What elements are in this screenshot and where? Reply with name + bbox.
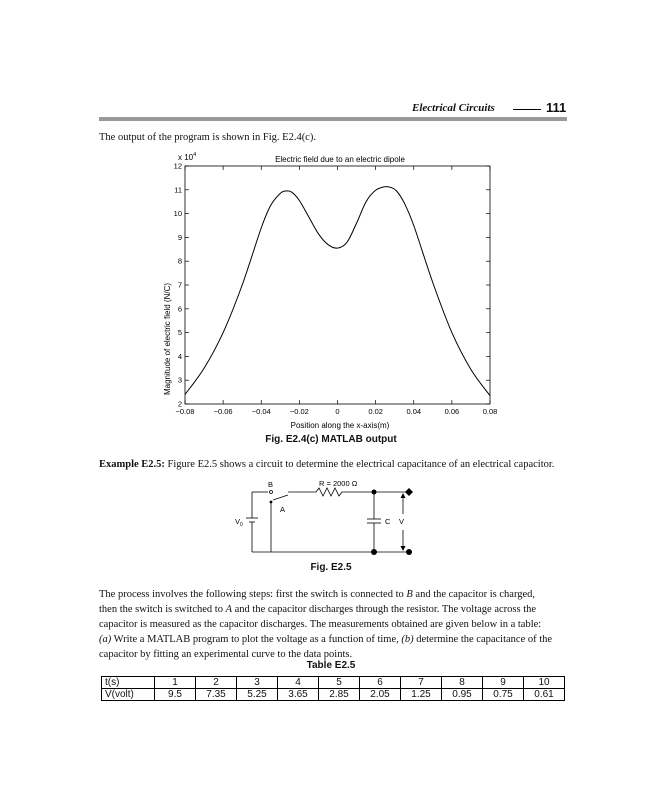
label-v0-sub: 0 xyxy=(240,522,243,528)
procedure-paragraph xyxy=(99,587,567,662)
running-header-title: Electrical Circuits xyxy=(412,102,495,114)
x-tick-label: −0.02 xyxy=(289,407,309,416)
x-tick-label: 0.02 xyxy=(368,407,383,416)
table-cell: 8 xyxy=(442,677,483,689)
switch-blade xyxy=(273,495,288,500)
junction-dot-bottom xyxy=(371,549,377,555)
table-cell: 9 xyxy=(483,677,524,689)
data-table xyxy=(101,676,565,701)
table-cell: 2.85 xyxy=(319,689,360,701)
header-rule xyxy=(99,117,567,121)
table-cell: 0.61 xyxy=(524,689,565,701)
para-line-4: (a) Write a MATLAB program to plot the voltage as a function of time, (b) determine the capacitance of the xyxy=(99,634,553,645)
voltage-arrowhead-up xyxy=(401,493,406,498)
x-axis-label: Position along the x-axis(m) xyxy=(290,421,390,430)
y-tick-label: 9 xyxy=(177,232,182,242)
y-tick-label: 5 xyxy=(177,328,182,338)
table-cell: 5 xyxy=(319,677,360,689)
row-header-time: t(s) xyxy=(102,677,155,689)
table-cell: 10 xyxy=(524,677,565,689)
switch-contact-a xyxy=(270,501,273,504)
y-multiplier-base: x 10 xyxy=(178,153,194,162)
x-tick-label: −0.06 xyxy=(213,407,233,416)
terminal-bottom xyxy=(406,549,412,555)
x-tick-label: 0.08 xyxy=(482,407,498,416)
voltage-arrowhead-down xyxy=(401,546,406,551)
data-line-e-field xyxy=(185,187,490,396)
table-cell: 9.5 xyxy=(155,689,196,701)
running-header-dash xyxy=(513,109,541,110)
y-multiplier xyxy=(178,152,196,162)
x-tick-label: 0 xyxy=(335,407,340,416)
table-cell: 1.25 xyxy=(401,689,442,701)
example-e2-5-text xyxy=(99,459,554,470)
para-line-2: then the switch is switched to A and the capacitor discharges through the resistor. The voltage across the xyxy=(99,604,537,615)
label-c: C xyxy=(385,517,391,526)
terminal-top xyxy=(405,488,413,496)
table-cell: 0.75 xyxy=(483,689,524,701)
switch-contact-b xyxy=(270,491,273,494)
x-tick-label: 0.04 xyxy=(406,407,422,416)
table-title: Table E2.5 xyxy=(306,660,356,671)
junction-dot-top xyxy=(372,490,377,495)
y-tick-label: 3 xyxy=(177,375,182,385)
plot-frame xyxy=(185,166,490,404)
figure-caption-e2-5: Fig. E2.5 xyxy=(310,562,352,573)
label-a: A xyxy=(280,505,286,514)
y-tick-label: 7 xyxy=(177,280,182,290)
label-v: V xyxy=(399,517,405,526)
table-cell: 3 xyxy=(237,677,278,689)
para-line-3: capacitor is measured as the capacitor discharges. The measurements obtained are given below in a table: xyxy=(99,619,542,630)
table-cell: 4 xyxy=(278,677,319,689)
para-line-1: The process involves the following steps: first the switch is connected to B and the capacitor is charged, xyxy=(99,589,536,600)
para-line-5: capacitor by fitting an experimental curve to the data points. xyxy=(99,649,353,660)
intro-text: The output of the program is shown in Fig. E2.4(c). xyxy=(99,132,316,143)
row-header-voltage: V(volt) xyxy=(102,689,155,701)
label-b: B xyxy=(268,480,274,489)
x-tick-label: −0.04 xyxy=(251,407,271,416)
y-tick-label: 8 xyxy=(177,256,182,266)
table-cell: 0.95 xyxy=(442,689,483,701)
y-multiplier-exp: 4 xyxy=(193,152,197,158)
axes xyxy=(174,162,498,417)
circuit-diagram xyxy=(235,478,430,560)
label-v0 xyxy=(235,517,243,528)
table-cell: 2 xyxy=(196,677,237,689)
label-resistor: R = 2000 Ω xyxy=(319,479,358,488)
table-row-voltage xyxy=(102,689,565,701)
y-tick-label: 4 xyxy=(177,351,182,361)
y-tick-label: 12 xyxy=(173,161,182,171)
figure-caption-e2-4c: Fig. E2.4(c) MATLAB output xyxy=(265,434,397,445)
table-row-time xyxy=(102,677,565,689)
example-body: Figure E2.5 shows a circuit to determine the electrical capacitance of an electrical capacitor. xyxy=(167,459,555,470)
y-tick-label: 2 xyxy=(177,399,182,409)
table-cell: 1 xyxy=(155,677,196,689)
table-cell: 5.25 xyxy=(237,689,278,701)
example-label: Example E2.5: xyxy=(99,459,165,470)
y-tick-label: 6 xyxy=(177,304,182,314)
table-cell: 7.35 xyxy=(196,689,237,701)
chart-title: Electric field due to an electric dipole xyxy=(275,155,405,164)
y-axis-label: Magnitude of electric field (N/C) xyxy=(163,282,172,396)
x-tick-label: −0.08 xyxy=(175,407,195,416)
page-number: 111 xyxy=(546,100,567,115)
label-v0-base: V xyxy=(235,517,241,526)
resistor xyxy=(316,488,342,496)
y-tick-label: 10 xyxy=(173,209,182,219)
y-tick-label: 11 xyxy=(174,185,182,195)
table-cell: 2.05 xyxy=(360,689,401,701)
electric-field-chart xyxy=(150,146,512,436)
table-cell: 3.65 xyxy=(278,689,319,701)
table-cell: 6 xyxy=(360,677,401,689)
table-cell: 7 xyxy=(401,677,442,689)
x-tick-label: 0.06 xyxy=(444,407,460,416)
